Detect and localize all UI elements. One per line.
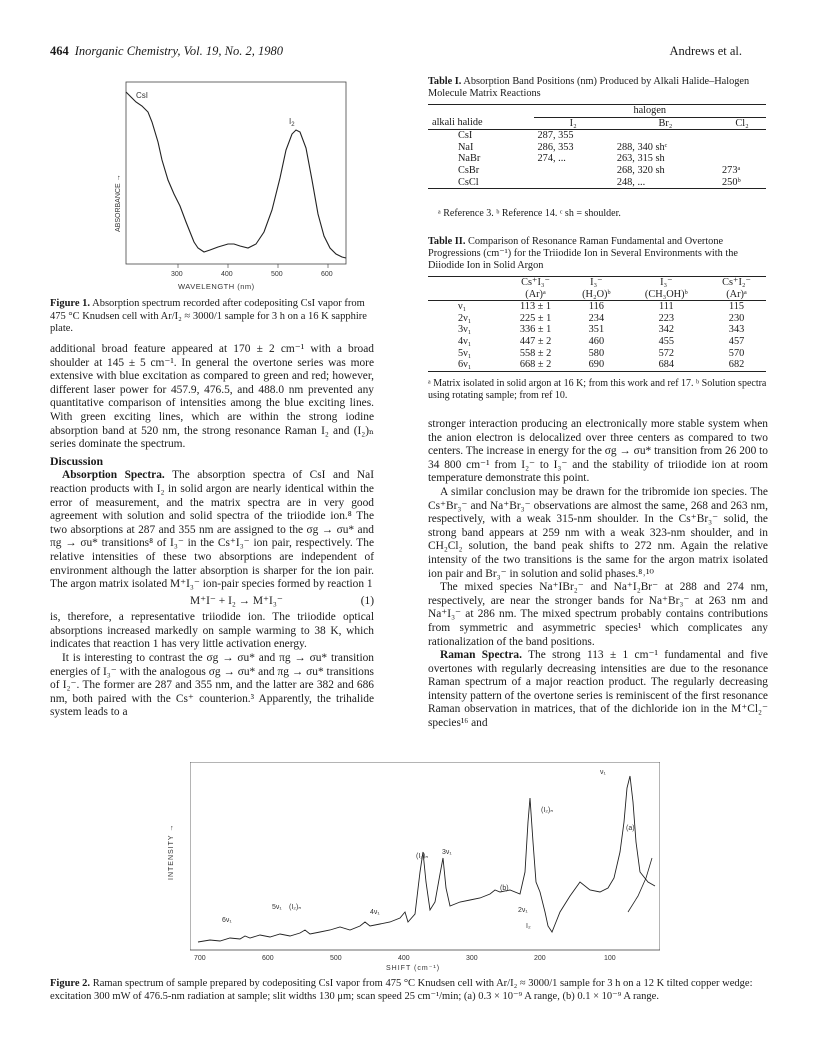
figure-2 [190, 762, 660, 972]
table-1-title: Table I. Absorption Band Positions (nm) Produced by Alkali Halide–Halogen Molecule Matrix Reactions [428, 76, 750, 99]
figure-2-ticks [194, 955, 616, 962]
paragraph-right-1: stronger interaction producing an electronically more stable system when the anion electron is delocalized over three centers as compared to two centers. The increase in energy for the σg → σu* transition from 26 200 to 34 800 cm⁻¹ from I₂⁻ to I₃⁻ and the stability of triiodide ion at room temperature demonstrate this point. [428, 418, 768, 485]
label-3nu1: 3ν₁ [442, 849, 452, 856]
figure-1-xlabel: WAVELENGTH (nm) [178, 282, 255, 291]
right-column [428, 418, 768, 731]
figure-1-caption [50, 298, 374, 336]
figure-2-caption [50, 978, 766, 1003]
table-2-header-row-top: Cs⁺I₃⁻ I₃⁻ I₃⁻ Cs⁺I₂⁻ [428, 277, 766, 289]
table-2 [428, 276, 766, 372]
fig2-tick-700: 700 [194, 955, 206, 962]
label-b: (b) [500, 885, 509, 892]
section-heading-discussion: Discussion [50, 453, 104, 468]
figure-2-ylabel: INTENSITY → [168, 823, 175, 880]
equation-1 [50, 592, 374, 612]
equation-body: M⁺I⁻ + I₂ → M⁺I₃⁻ [190, 594, 283, 607]
runin-absorption-spectra: Absorption Spectra. [62, 469, 165, 482]
left-column [50, 343, 374, 720]
paragraph-right-2: A similar conclusion may be drawn for the tribromide ion species. The Cs⁺Br₃⁻ and Na⁺Br₃⁻ observations are almost the same, 268 and 263 nm, respectively, with a weak 315-nm shoulder. In the Cs⁺Br₃⁻ solid, the strong band appears at 259 nm with a weak 323-nm shoulder, and in CH₂Cl₂ solution, the band peak shifts to 272 nm. Again the relative intensity of the two transitions is the same for the argon matrix isolated ion pair and Br₃⁻ in solution and solid phases.⁸˒¹⁰ [428, 485, 768, 580]
figure-1-ylabel: ABSORBANCE → [115, 174, 122, 232]
paragraph-absorption-1: Absorption Spectra. The absorption spectra of CsI and NaI reaction products with I₂ in solid argon are nearly identical within the error of measurement, and the matrix spectra are in very good agreement with solution and solid spectra of the triiodide ion.⁸ The two absorptions at 287 and 355 nm are assigned to the σg → σu* and πg → σu* transitions⁸ of I₃⁻ in the Cs⁺I₃⁻ ion pair, respectively. The relative intensities of these two absorptions are independent of environment although the latter absorption is sharper for the ion pair. The argon matrix isolated M⁺I₃⁻ ion-pair species formed by reaction 1 [50, 469, 374, 591]
table-row: CsBr 268, 320 sh 273ᵃ [458, 164, 741, 176]
running-header-authors: Andrews et al. [669, 44, 742, 58]
table-2-title: Table II. Comparison of Resonance Raman Fundamental and Overtone Progressions (cm⁻¹) for the Triiodide Ion in Several Environments with the Diiodide Ion in Solid Argon [428, 236, 738, 271]
figure-2-xlabel: SHIFT (cm⁻¹) [386, 965, 441, 972]
paragraph-right-3: The mixed species Na⁺IBr₂⁻ and Na⁺I₂Br⁻ at 288 and 274 nm, respectively, are near the stronger bands for Na⁺Br₃⁻ at 263 nm and Na⁺I₃⁻ at 286 nm. The mixed spectrum probably contains contributions from symmetric and asymmetric species¹ which complicates any rationalization of the band positions. [428, 581, 768, 648]
table-row: NaBr 274, ... 263, 315 sh [458, 153, 665, 165]
fig2-tick-500: 500 [330, 955, 342, 962]
figure-2-caption-text: Raman spectrum of sample prepared by codepositing CsI vapor from 475 °C Knudsen cell with Ar/I₂ ≈ 3000/1 sample for 3 h on a 12 K tilted copper wedge: excitation 300 mW of 476.5-nm radiation at sample; slit widths 130 μm; scan speed 25 cm⁻¹/min; (a) 0.3 × 10⁻⁹ A range, (b) 0.1 × 10⁻⁹ A range. [50, 978, 753, 1002]
journal-citation: Inorganic Chemistry, Vol. 19, No. 2, 1980 [74, 44, 283, 58]
figure-2-caption-label: Figure 2. [50, 978, 91, 989]
figure-2-plot [190, 762, 660, 972]
paragraph-raman: Raman Spectra. The strong 113 ± 1 cm⁻¹ fundamental and five overtones with regularly decreasing intensities are due to the resonance Raman spectrum of a major reaction product. The regularly decreasing intensity pattern of the overtone series is reminiscent of the first resonance Raman observation in matrices, that of the dichloride ion in the M⁺Cl₂⁻ species¹⁶ and [428, 649, 768, 730]
label-4nu1: 4ν₁ [370, 909, 380, 916]
paragraph-absorption-3: It is interesting to contrast the σg → σu* and πg → σu* transition energies of I₃⁻ with the analogous σg → σu* and πg → σu* transitions of I₂⁻. The former are 287 and 355 nm, and the latter are 382 and 686 nm, both paired with the Cs⁺ counterion.³ Apparently, the trihalide system leads to a [50, 652, 374, 719]
figure-1-frame [126, 82, 346, 264]
label-i2: $I_2$ [289, 117, 295, 128]
runin-raman-spectra: Raman Spectra. [440, 649, 522, 662]
label-nu1: ν₁ [600, 769, 606, 776]
fig2-tick-400: 400 [398, 955, 410, 962]
figure-1-plot [115, 82, 348, 278]
table-row: 5ν₁ 558 ± 2 580 572 570 [458, 347, 745, 359]
table-1-header-row: alkali halide I₂ Br₂ Cl₂ [428, 117, 766, 130]
table-1-group-header: halogen [534, 105, 766, 118]
fig1-tick-500: 500 [271, 271, 283, 278]
label-i2n-3: (I₂)ₙ [289, 904, 302, 911]
label-a: (a) [626, 825, 635, 832]
label-2nu1: 2ν₁ [518, 907, 528, 914]
label-i2n-1: (I₂)ₙ [541, 807, 554, 814]
label-i2n-2: (I₂)ₙ [416, 853, 429, 860]
label-i2-small: I₂ [526, 923, 531, 930]
figure-2-labels [222, 769, 635, 930]
paragraph-absorption-2: is, therefore, a representative triiodide ion. The triiodide optical absorptions increased markedly on sample warming to 38 K, which indicates that reaction 1 has very little activation energy. [50, 611, 374, 651]
figure-1-ticks [171, 264, 333, 278]
table-row: CsI 287, 355 [458, 130, 574, 142]
table-2-header-row-bottom: (Ar)ᵃ (H₂O)ᵇ (CH₃OH)ᵇ (Ar)ᵃ [428, 289, 766, 301]
table-1 [428, 104, 766, 189]
page-number: 464 [50, 44, 69, 58]
table-2-footnote: ᵃ Matrix isolated in solid argon at 16 K; from this work and ref 17. ᵇ Solution spectra using rotating sample; from ref 10. [428, 378, 767, 401]
fig2-tick-200: 200 [534, 955, 546, 962]
figure-1-caption-text: Absorption spectrum recorded after codepositing CsI vapor from 475 °C Knudsen cell with Ar/I₂ ≈ 3000/1 sample for 3 h on a 16 K sapphire plate. [50, 298, 367, 334]
table-1-label: Table I. [428, 76, 462, 87]
table-row: 3ν₁ 336 ± 1 351 342 343 [458, 324, 745, 336]
fig1-tick-600: 600 [321, 271, 333, 278]
table-row: CsCl 248, ... 250ᵇ [428, 177, 766, 189]
figure-1-caption-label: Figure 1. [50, 298, 91, 309]
absorption-curve [126, 92, 346, 258]
figure-1 [115, 82, 348, 278]
raman-trace-a [628, 858, 652, 912]
table-row: 6ν₁ 668 ± 2 690 684 682 [428, 359, 766, 371]
table-row: ν₁ 113 ± 1 116 111 115 [458, 301, 745, 313]
fig2-tick-300: 300 [466, 955, 478, 962]
table-row: 2ν₁ 225 ± 1 234 223 230 [458, 312, 745, 324]
table-2-label: Table II. [428, 236, 466, 247]
table-row: NaI 286, 353 288, 340 shᶜ [458, 141, 668, 153]
table-row: 4ν₁ 447 ± 2 460 455 457 [458, 335, 745, 347]
fig2-tick-100: 100 [604, 955, 616, 962]
paragraph-continued: additional broad feature appeared at 170 ± 2 cm⁻¹ with a broad shoulder at 145 ± 5 cm⁻¹. In general the overtone series was more extensive with blue excitation as compared to green and red; however, different laser power for 457.9, 476.5, and 488.0 nm prevented any quantitative comparison of intensities among the blue exciting lines. With green exciting lines, which are within the strong iodine absorption band at 520 nm, the strong resonance Raman I₂ and (I₂)ₙ series dominate the spectrum. [50, 343, 374, 451]
label-5nu1: 5ν₁ [272, 904, 282, 911]
fig1-tick-400: 400 [221, 271, 233, 278]
running-header-left [50, 44, 283, 59]
equation-number: (1) [360, 594, 374, 607]
label-6nu1: 6ν₁ [222, 917, 232, 924]
label-csi: CsI [136, 91, 148, 100]
table-1-footnote: ᵃ Reference 3. ᵇ Reference 14. ᶜ sh = shoulder. [438, 208, 621, 219]
fig2-tick-600: 600 [262, 955, 274, 962]
fig1-tick-300: 300 [171, 271, 183, 278]
